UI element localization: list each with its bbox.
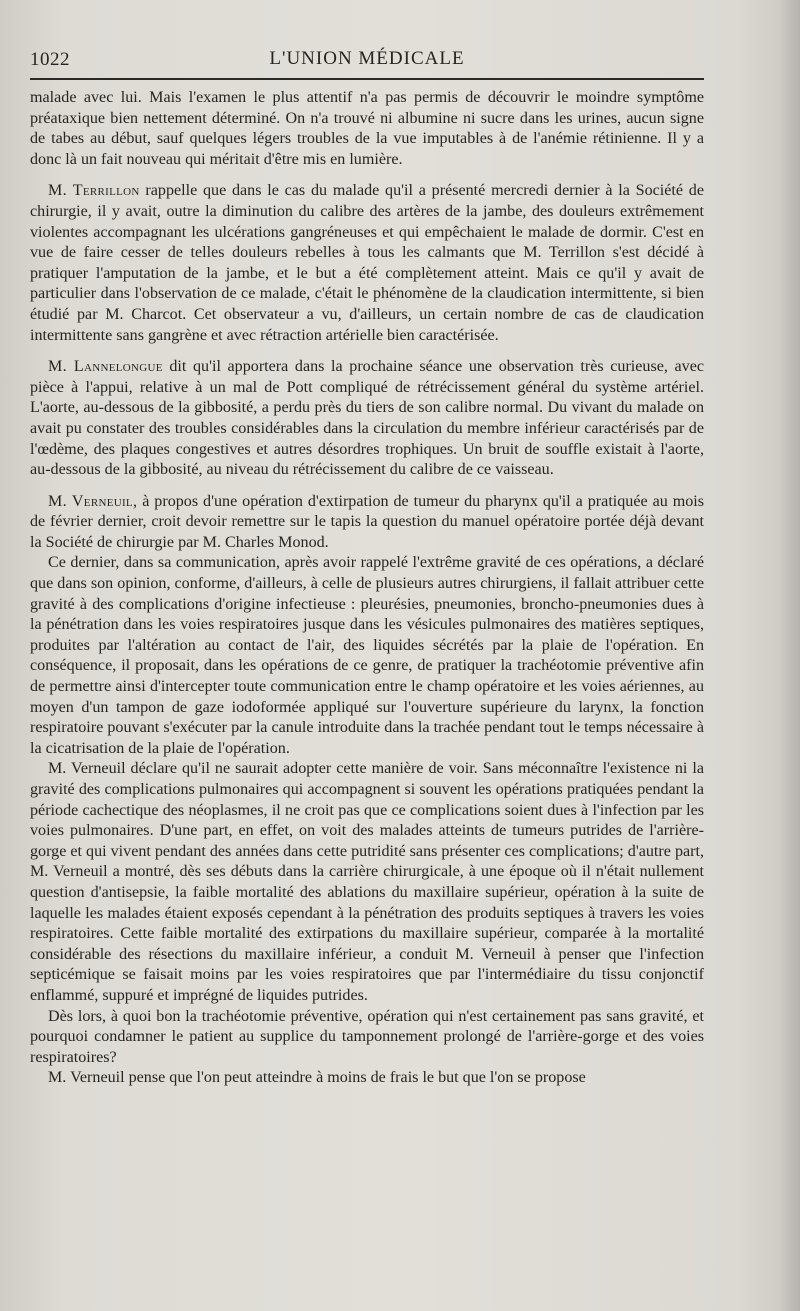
paragraph-text: à propos d'une opération d'extirpation de tumeur du pharynx qu'il a pratiquée au mois de février dernier, croit devoir remettre sur le tapis la question du manuel opératoire portée déjà devant la Société de chirurgie par M. Charles Monod. [30, 492, 704, 551]
paragraph-terrillon [30, 181, 704, 346]
speaker-name: M. Terrillon [48, 182, 140, 200]
journal-title: L'UNION MÉDICALE [269, 48, 465, 69]
paragraph-monod-summary: Ce dernier, dans sa communication, après avoir rappelé l'extrême gravité de ces opérations, a déclaré que dans son opinion, conforme, d'ailleurs, à celle de plusieurs autres chirurgiens, il fallait attribuer cette gravité à des complications d'origine infectieuse : pleurésies, pneumonies, broncho-pneumonies dues à la pénétration dans les voies respiratoires jusque dans les vésicules pulmonaires des matières septiques, produites par l'altération au contact de l'air, des liquides sécrétés par la plaie de l'opération. En conséquence, il proposait, dans les opérations de ce genre, de pratiquer la trachéotomie préventive afin de permettre ainsi d'intercepter toute communication entre le champ opératoire et les voies aériennes, au moyen d'un tampon de gaze iodoformée appliqué sur l'ouverture supérieure du larynx, la fonction respiratoire pouvant s'exécuter par la canule introduite dans la trachée pendant tout le temps nécessaire à la cicatrisation de la plaie de l'opération. [30, 554, 704, 757]
page-header [30, 44, 704, 74]
header-rule [30, 78, 704, 80]
paragraph-continuation: malade avec lui. Mais l'examen le plus attentif n'a pas permis de découvrir le moindre symptôme préataxique bien nettement déterminé. On n'a trouvé ni albumine ni sucre dans les urines, aucun signe de tabes au début, sauf quelques légers troubles de la vue imputables à de l'anémie rétinienne. Il y a donc là un fait nouveau qui méritait d'être mis en lumière. [30, 89, 704, 168]
page-number: 1022 [30, 49, 70, 70]
article-body [30, 88, 704, 1089]
paragraph-verneuil-opinion: M. Verneuil déclare qu'il ne saurait adopter cette manière de voir. Sans méconnaître l'existence ni la gravité des complications pulmonaires qui accompagnent si souvent les opérations pratiquées pendant la période cachectique des néoplasmes, il ne croit pas que ce complications soient dues à l'infection par les voies pulmonaires. D'une part, en effet, on voit des malades atteints de tumeurs putrides de l'arrière-gorge et qui vivent pendant des années dans cette putridité sans présenter ces complications; d'autre part, M. Verneuil a montré, dès ses débuts dans la carrière chirurgicale, à une époque où il n'était nullement question d'antisepsie, la faible mortalité des ablations du maxillaire supérieur, opération à la suite de laquelle les malades étaient exposés cependant à la pénétration des produits septiques à travers les voies respiratoires. Cette faible mortalité des extirpations du maxillaire supérieur, comparée à la mortalité considérable des résections du maxillaire inférieur, a conduit M. Verneuil à penser que l'infection septicémique se faisait moins par les voies respiratoires que par l'intermédiaire du tissu conjonctif enflammé, suppuré et imprégné de liquides putrides. [30, 760, 704, 1004]
paragraph-verneuil [30, 492, 704, 554]
paragraph-final-line: M. Verneuil pense que l'on peut atteindre à moins de frais le but que l'on se propose [48, 1069, 586, 1087]
paragraph-lannelongue [30, 357, 704, 481]
paragraph-text: dit qu'il apportera dans la prochaine séance une observation très curieuse, avec pièce à l'appui, relative à un mal de Pott compliqué de rétrécissement général du système artériel. L'aorte, au-dessous de la gibbosité, a perdu près du tiers de son calibre normal. Du vivant du malade on avait pu constater des troubles considérables dans la circulation du membre inférieur caractérisés par de l'œdème, des plaques congestives et autres désordres trophiques. Un bruit de souffle existait à l'aorte, au-dessous de la gibbosité, au niveau du rétrécissement du calibre de ce vaisseau. [30, 358, 704, 479]
speaker-name: M. Verneuil, [48, 492, 138, 510]
speaker-name: M. Lannelongue [48, 358, 163, 376]
paragraph-text: rappelle que dans le cas du malade qu'il a présenté mercredi dernier à la Société de chirurgie, il y avait, outre la diminution du calibre des artères de la jambe, des douleurs extrêmement violentes accompagnant les ulcérations gangréneuses et qui empêchaient le malade de dormir. C'est en vue de faire cesser de telles douleurs rebelles à tous les calmants que M. Terrillon s'est décidé à pratiquer l'amputation de la jambe, et le but a été complètement atteint. Mais ce qu'il y avait de particulier dans l'observation de ce malade, c'était le phénomène de la claudication intermittente, si bien étudié par M. Charcot. Cet observateur a vu, d'ailleurs, un certain nombre de cas de claudication intermittente sans gangrène et avec rétraction artérielle bien caractérisée. [30, 182, 704, 344]
paragraph-tracheotomy-question: Dès lors, à quoi bon la trachéotomie préventive, opération qui n'est certainement pas sans gravité, et pourquoi condamner le patient au supplice du tamponnement prolongé de l'arrière-gorge et des voies respiratoires? [30, 1007, 704, 1066]
